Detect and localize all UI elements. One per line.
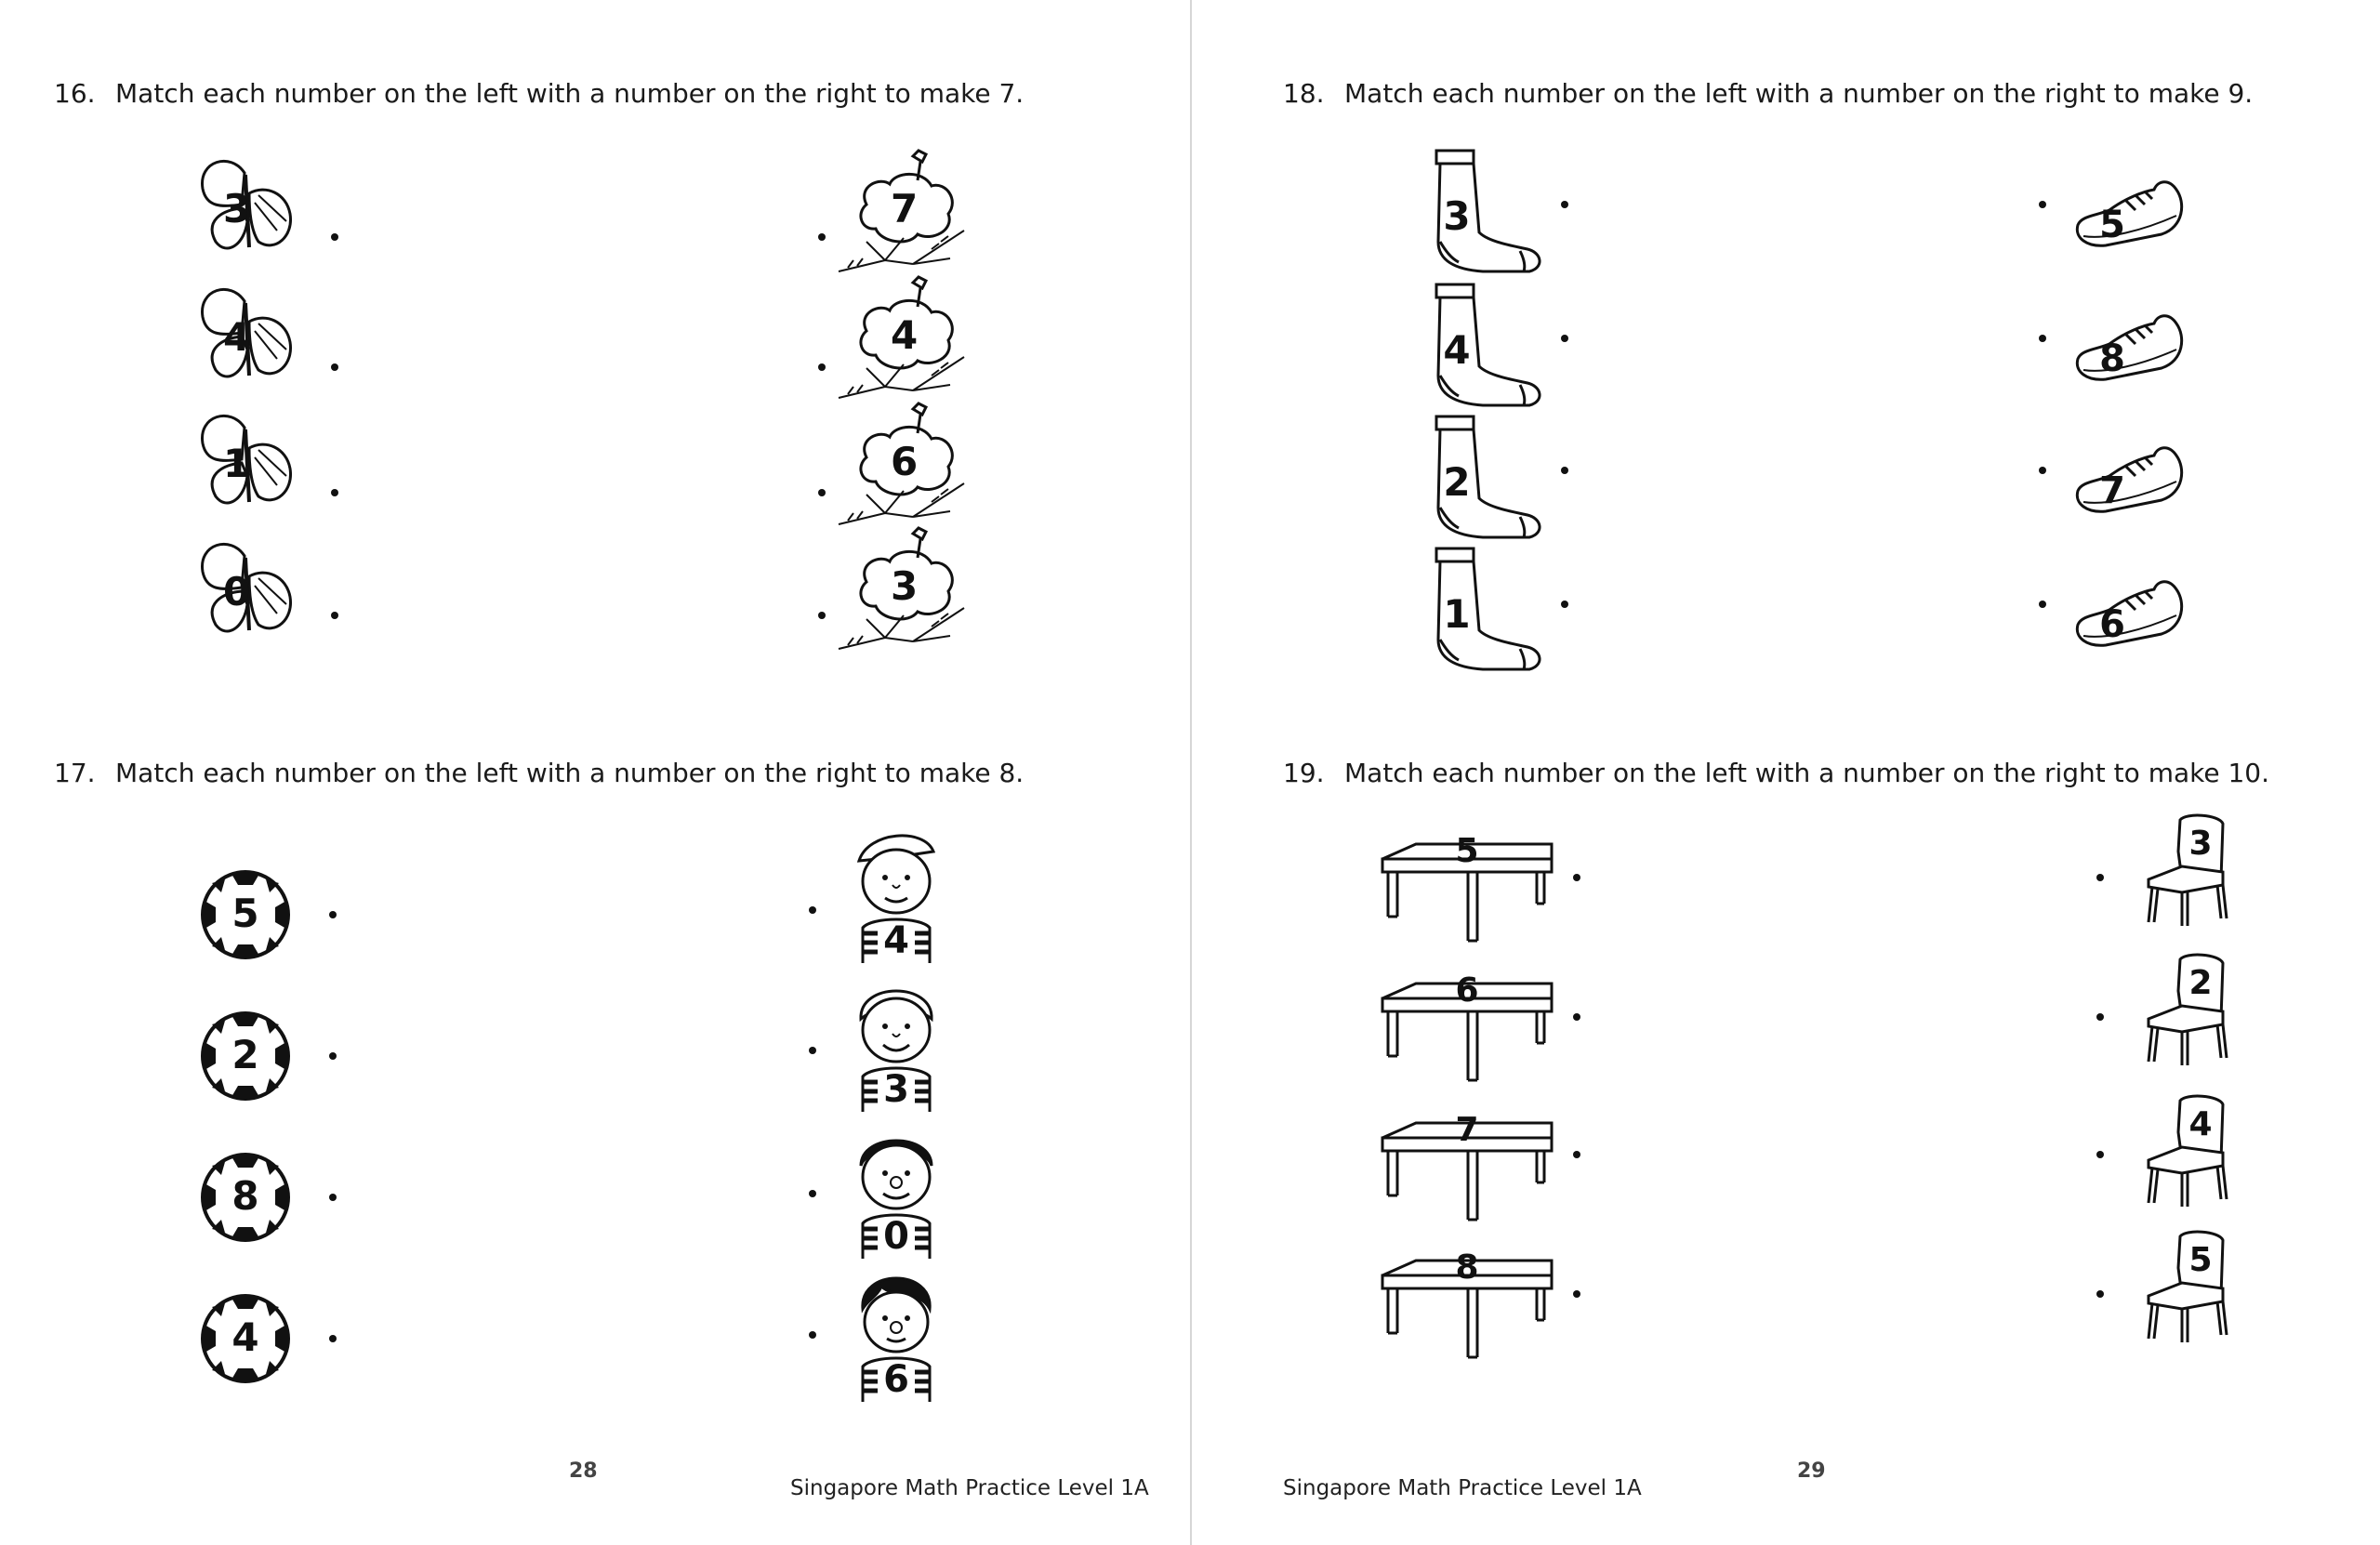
- right-number-2: 2: [2188, 964, 2213, 1002]
- left-number-4: 4: [231, 1314, 259, 1360]
- footer-title: Singapore Math Practice Level 1A: [790, 1476, 1149, 1500]
- right-number-2: 4: [891, 312, 919, 358]
- match-dot[interactable]: [1561, 335, 1568, 342]
- right-number-4: 6: [883, 1358, 909, 1401]
- right-number-2: 8: [2099, 337, 2125, 380]
- butterfly-item-3: [193, 411, 305, 513]
- left-number-1: 3: [1443, 193, 1471, 239]
- question-number: 16.: [54, 78, 96, 109]
- question-instruction: Match each number on the left with a number on the right to make 10.: [1344, 758, 2269, 788]
- match-dot[interactable]: [331, 363, 338, 371]
- match-dot[interactable]: [809, 1047, 816, 1054]
- butterfly-item-4: [193, 539, 305, 641]
- right-number-1: 7: [891, 186, 919, 231]
- butterfly-item-1: [193, 156, 305, 258]
- match-dot[interactable]: [2096, 1151, 2104, 1158]
- match-dot[interactable]: [818, 612, 826, 619]
- left-number-1: 5: [231, 891, 259, 936]
- left-number-3: 8: [231, 1173, 259, 1219]
- match-dot[interactable]: [818, 363, 826, 371]
- chair-item-3: [2145, 1095, 2228, 1207]
- match-dot[interactable]: [1573, 1013, 1580, 1021]
- match-dot[interactable]: [331, 233, 338, 241]
- soccer-ball-item-4: [199, 1292, 292, 1385]
- question-instruction: Match each number on the left with a number on the right to make 7.: [115, 78, 1025, 109]
- chair-item-4: [2145, 1231, 2228, 1342]
- page-number: 28: [569, 1459, 598, 1483]
- match-dot[interactable]: [2039, 335, 2046, 342]
- boy-face-item-4: [840, 1262, 952, 1402]
- match-dot[interactable]: [2039, 601, 2046, 608]
- right-number-4: 6: [2099, 603, 2125, 646]
- table-item-3: [1379, 1111, 1555, 1221]
- table-item-4: [1379, 1248, 1555, 1359]
- soccer-ball-item-1: [199, 868, 292, 961]
- match-dot[interactable]: [1561, 201, 1568, 208]
- flower-item-3: [829, 402, 969, 532]
- match-dot[interactable]: [809, 1190, 816, 1197]
- table-item-2: [1379, 971, 1555, 1082]
- left-number-4: 1: [1443, 591, 1471, 637]
- soccer-ball-item-3: [199, 1151, 292, 1244]
- match-dot[interactable]: [329, 1335, 337, 1342]
- right-number-2: 3: [883, 1068, 909, 1111]
- match-dot[interactable]: [1561, 601, 1568, 608]
- table-item-1: [1379, 832, 1555, 943]
- right-number-4: 5: [2188, 1241, 2213, 1279]
- match-dot[interactable]: [1573, 874, 1580, 881]
- chair-item-2: [2145, 954, 2228, 1065]
- right-number-3: 7: [2099, 469, 2125, 512]
- sock-item-3: [1427, 415, 1548, 545]
- boy-face-item-2: [840, 972, 952, 1112]
- sock-item-2: [1427, 283, 1548, 413]
- question-instruction: Match each number on the left with a number on the right to make 9.: [1344, 78, 2254, 109]
- flower-item-2: [829, 275, 969, 405]
- match-dot[interactable]: [331, 612, 338, 619]
- sock-item-1: [1427, 149, 1548, 279]
- question-number: 19.: [1283, 758, 1325, 788]
- shoe-item-1: [2069, 169, 2189, 253]
- left-number-4: 8: [1455, 1248, 1479, 1287]
- question-17-text: [54, 758, 1024, 788]
- page-number: 29: [1797, 1459, 1826, 1483]
- question-19-text: [1283, 758, 2269, 788]
- book-spine: [1190, 0, 1192, 1545]
- match-dot[interactable]: [809, 1331, 816, 1339]
- sock-item-4: [1427, 547, 1548, 677]
- left-number-2: 2: [231, 1032, 259, 1077]
- butterfly-item-2: [193, 284, 305, 387]
- shoe-item-4: [2069, 569, 2189, 653]
- question-number: 18.: [1283, 78, 1325, 109]
- match-dot[interactable]: [1561, 467, 1568, 474]
- shoe-item-3: [2069, 435, 2189, 519]
- boy-face-item-3: [840, 1119, 952, 1259]
- match-dot[interactable]: [1573, 1151, 1580, 1158]
- match-dot[interactable]: [329, 1052, 337, 1060]
- match-dot[interactable]: [329, 911, 337, 918]
- match-dot[interactable]: [329, 1194, 337, 1201]
- left-number-3: 1: [223, 441, 251, 486]
- question-18-text: [1283, 78, 2253, 109]
- left-number-3: 7: [1455, 1111, 1479, 1149]
- match-dot[interactable]: [331, 489, 338, 496]
- match-dot[interactable]: [1573, 1290, 1580, 1298]
- right-number-3: 4: [2188, 1105, 2213, 1143]
- right-number-1: 4: [883, 919, 909, 962]
- match-dot[interactable]: [2096, 1290, 2104, 1298]
- question-number: 17.: [54, 758, 96, 788]
- right-number-1: 3: [2188, 825, 2213, 863]
- right-number-1: 5: [2099, 204, 2125, 246]
- flower-item-4: [829, 526, 969, 656]
- match-dot[interactable]: [809, 906, 816, 914]
- match-dot[interactable]: [2096, 874, 2104, 881]
- shoe-item-2: [2069, 303, 2189, 387]
- left-number-2: 4: [1443, 327, 1471, 373]
- flower-item-1: [829, 149, 969, 279]
- soccer-ball-item-2: [199, 1010, 292, 1103]
- question-16-text: [54, 78, 1024, 109]
- left-number-1: 3: [223, 186, 251, 231]
- match-dot[interactable]: [818, 489, 826, 496]
- left-number-2: 6: [1455, 971, 1479, 1010]
- match-dot[interactable]: [2039, 201, 2046, 208]
- match-dot[interactable]: [2096, 1013, 2104, 1021]
- boy-face-item-1: [840, 824, 952, 963]
- right-page: [1193, 0, 2380, 1545]
- match-dot[interactable]: [2039, 467, 2046, 474]
- right-number-3: 6: [891, 439, 919, 484]
- right-number-3: 0: [883, 1215, 909, 1258]
- chair-item-1: [2145, 814, 2228, 926]
- footer-title: Singapore Math Practice Level 1A: [1283, 1476, 1642, 1500]
- left-number-2: 4: [223, 314, 251, 360]
- left-number-1: 5: [1455, 832, 1479, 870]
- right-number-4: 3: [891, 563, 919, 609]
- match-dot[interactable]: [818, 233, 826, 241]
- left-number-4: 0: [223, 569, 251, 614]
- question-instruction: Match each number on the left with a number on the right to make 8.: [115, 758, 1025, 788]
- left-number-3: 2: [1443, 459, 1471, 505]
